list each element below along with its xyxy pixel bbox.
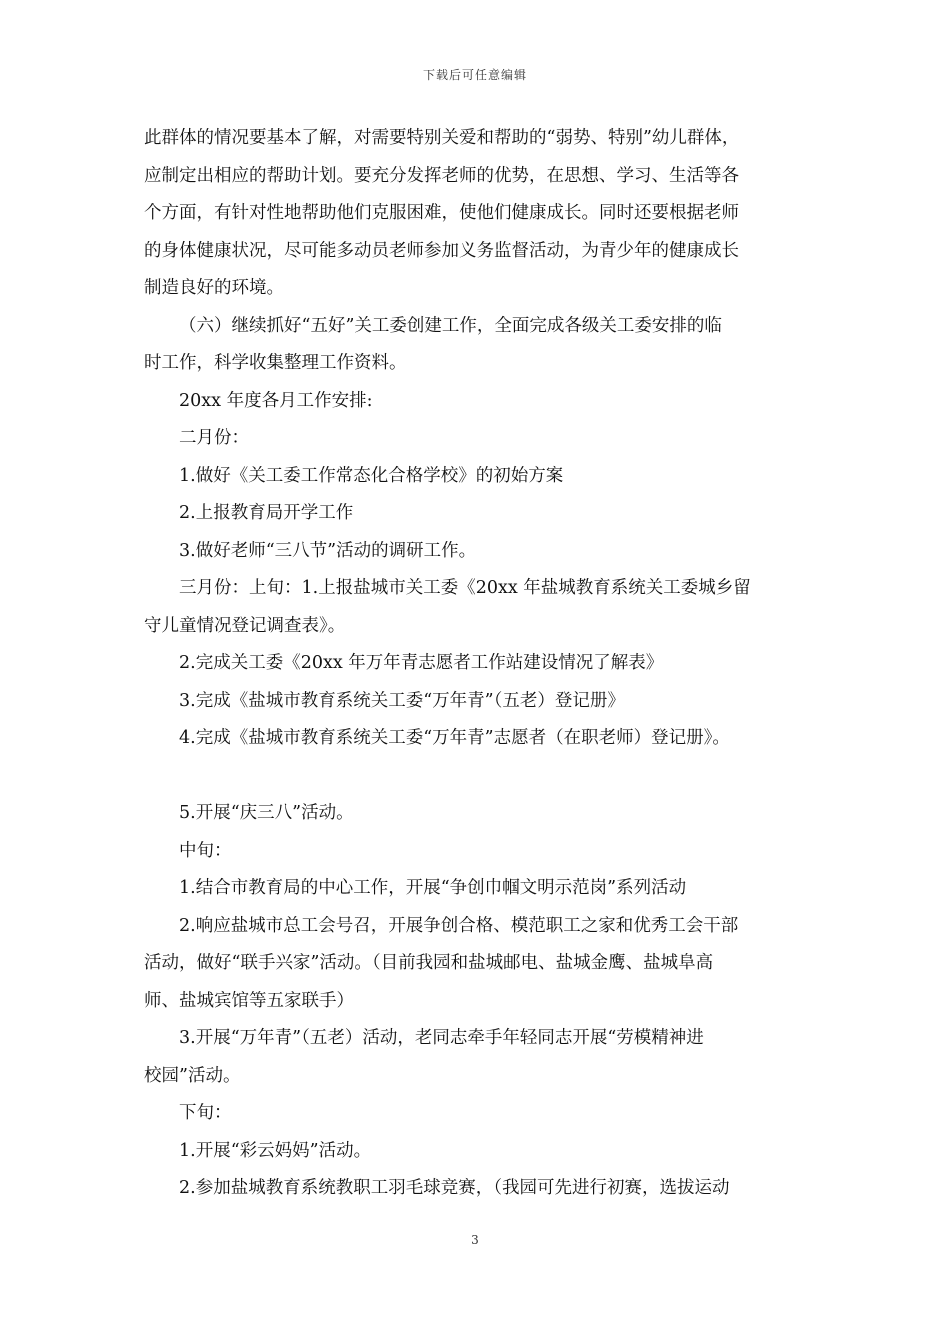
text-line: 3.开展“万年青”（五老）活动，老同志牵手年轻同志开展“劳模精神进	[179, 1028, 704, 1048]
text-line: 二月份：	[179, 428, 249, 448]
text-line: 2.上报教育局开学工作	[179, 503, 354, 523]
text-line: （六）继续抓好“五好”关工委创建工作，全面完成各级关工委安排的临	[179, 315, 722, 336]
text-line: 1.开展“彩云妈妈”活动。	[179, 1140, 372, 1161]
text-line: 2.参加盐城教育系统教职工羽毛球竞赛，（我园可先进行初赛，选拔运动	[179, 1178, 730, 1198]
text-line: 3.做好老师“三八节”活动的调研工作。	[179, 540, 477, 561]
page-number: 3	[471, 1233, 479, 1247]
text-line: 4.完成《盐城市教育系统关工委“万年青”志愿者（在职老师）登记册》。	[179, 728, 730, 748]
text-line: 3.完成《盐城市教育系统关工委“万年青”（五老）登记册》	[179, 690, 625, 711]
text-line: 20xx 年度各月工作安排:	[179, 390, 373, 411]
text-line: 2.响应盐城市总工会号召，开展争创合格、模范职工之家和优秀工会干部	[179, 915, 739, 936]
text-line: 1.结合市教育局的中心工作，开展“争创巾帼文明示范岗”系列活动	[179, 878, 687, 898]
text-line: 2.完成关工委《20xx 年万年青志愿者工作站建设情况了解表》	[179, 653, 664, 673]
document-body	[144, 120, 824, 1208]
text-line: 守儿童情况登记调查表》。	[144, 615, 346, 636]
text-line: 5.开展“庆三八”活动。	[179, 803, 354, 823]
text-line: 个方面，有针对性地帮助他们克服困难，使他们健康成长。同时还要根据老师	[144, 203, 739, 223]
text-line: 校园”活动。	[144, 1065, 241, 1086]
text-line: 师、盐城宾馆等五家联手）	[144, 990, 354, 1011]
text-line: 三月份：上旬：1.上报盐城市关工委《20xx 年盐城教育系统关工委城乡留	[179, 578, 751, 598]
blank-line	[144, 758, 824, 796]
text-line: 此群体的情况要基本了解，对需要特别关爱和帮助的“弱势、特别”幼儿群体，	[144, 128, 740, 148]
text-line: 的身体健康状况，尽可能多动员老师参加义务监督活动，为青少年的健康成长	[144, 240, 739, 261]
page-header: 下载后可任意编辑	[422, 68, 527, 82]
text-line: 中旬：	[179, 840, 232, 861]
text-line: 1.做好《关工委工作常态化合格学校》的初始方案	[179, 465, 564, 486]
text-line: 活动，做好“联手兴家”活动。（目前我园和盐城邮电、盐城金鹰、盐城阜高	[144, 953, 714, 973]
text-line: 制造良好的环境。	[144, 278, 284, 298]
text-line: 下旬：	[179, 1103, 232, 1123]
text-line: 时工作，科学收集整理工作资料。	[144, 353, 407, 373]
text-line: 应制定出相应的帮助计划。要充分发挥老师的优势，在思想、学习、生活等各	[144, 165, 739, 186]
